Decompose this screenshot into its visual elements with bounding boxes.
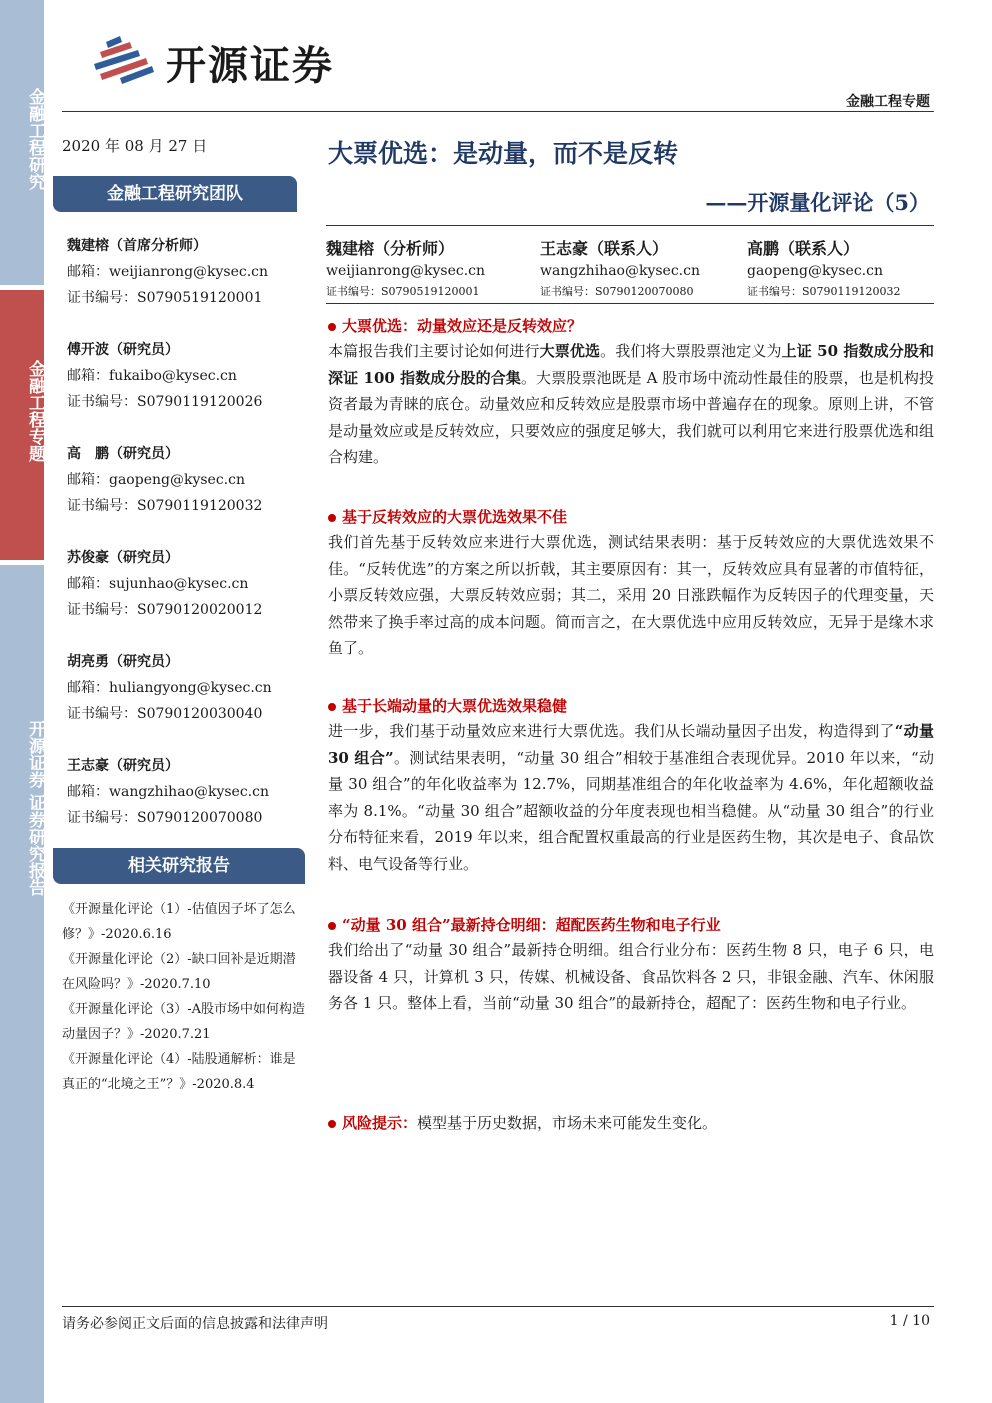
report-title: 大票优选：是动量，而不是反转 [328,139,679,168]
related-reports-list [62,897,308,1097]
bullet-icon [328,922,336,930]
team-title: 金融工程研究团队 [53,176,297,212]
author-email: wangzhihao@kysec.cn [540,263,700,279]
report-date: 2020 年 08 月 27 日 [62,137,208,155]
section-heading: 基于长端动量的大票优选效果稳健 [328,694,934,718]
section [328,1110,934,1137]
report-subtitle: ——开源量化评论（5） [705,190,930,215]
author-block [326,238,536,302]
analyst-block [67,441,262,519]
related-report-link[interactable]: 《开源量化评论（2）-缺口回补是近期潜在风险吗？》-2020.7.10 [62,952,296,992]
bullet-icon [328,1120,336,1128]
sidebar-middle-label: 金融工程专题 [25,360,45,462]
related-report-link[interactable]: 《开源量化评论（3）-A股市场中如何构造动量因子？》-2020.7.21 [62,1002,306,1042]
footer-disclaimer: 请务必参阅正文后面的信息披露和法律声明 [62,1316,328,1332]
analyst-cert: 证书编号：S0790120070080 [67,810,263,826]
section-heading: “动量 30 组合”最新持仓明细：超配医药生物和电子行业 [328,913,934,937]
analyst-cert: 证书编号：S0790120020012 [67,602,263,618]
analyst-email: 邮箱：huliangyong@kysec.cn [67,680,272,696]
author-email: gaopeng@kysec.cn [747,263,883,279]
analyst-name: 魏建榕（首席分析师） [67,238,207,254]
analyst-cert: 证书编号：S0790519120001 [67,290,263,306]
analyst-name: 傅开波（研究员） [67,342,179,358]
analyst-email: 邮箱：sujunhao@kysec.cn [67,576,249,592]
brand-mark-icon [86,30,166,90]
section-heading: 基于反转效应的大票优选效果不佳 [328,505,934,529]
author-email: weijianrong@kysec.cn [326,263,486,279]
side-bar [0,0,44,1403]
author-name: 高鹏（联系人） [747,239,860,258]
author-block [747,238,957,302]
analyst-block [67,545,262,623]
analyst-email: 邮箱：gaopeng@kysec.cn [67,472,245,488]
sidebar-top-label: 金融工程研究 [25,88,45,190]
page-number: 1 / 10 [889,1313,930,1329]
analyst-cert: 证书编号：S0790120030040 [67,706,263,722]
risk-warning: 风险提示：模型基于历史数据，市场未来可能发生变化。 [328,1110,934,1137]
analyst-email: 邮箱：wangzhihao@kysec.cn [67,784,269,800]
author-cert: 证书编号：S0790120070080 [540,285,694,298]
author-block [540,238,750,302]
related-report-link[interactable]: 《开源量化评论（4）-陆股通解析：谁是真正的“北境之王”？》-2020.8.4 [62,1052,296,1092]
analyst-email: 邮箱：fukaibo@kysec.cn [67,368,237,384]
author-name: 王志豪（联系人） [540,239,669,258]
author-cert: 证书编号：S0790119120032 [747,285,901,298]
bullet-icon [328,703,336,711]
footer-divider [62,1306,934,1307]
section-body: 我们首先基于反转效应来进行大票优选，测试结果表明：基于反转效应的大票优选效果不佳。“反转优选”的方案之所以折戟，其主要原因有：其一，反转效应具有显著的市值特征，小票反转效应强，大票反转效应弱；其二，采用 20 日涨跌幅作为反转因子的代理变量，天然带来了换手率过高的成本问题。简而言之，在大票优选中应用反转效应，无异于是缘木求鱼了。 [328,533,934,657]
authors-bottom-divider [326,303,934,304]
analyst-block [67,233,268,311]
section-body: 进一步，我们基于动量效应来进行大票优选。我们从长端动量因子出发，构造得到了“动量 30 组合”。测试结果表明，“动量 30 组合”相较于基准组合表现优异。2010 年以来，“动量 30 组合”的年化收益率为 12.7%，同期基准组合的年化收益率为 4.6%，年化超额收益率为 8.1%。“动量 30 组合”超额收益的分年度表现也相当稳健。从“动量 30 组合”的行业分布特征来看，2019 年以来，组合配置权重最高的行业是医药生物，其次是电子、食品饮料、电气设备等行业。 [328,722,934,873]
analyst-block [67,753,269,831]
analyst-name: 高 鹏（研究员） [67,446,179,462]
sidebar-bottom-block [0,565,44,1403]
section [328,913,934,1017]
analyst-name: 苏俊豪（研究员） [67,550,179,566]
analyst-email: 邮箱：weijianrong@kysec.cn [67,264,269,280]
section-heading: 风险提示： [328,1114,417,1132]
analyst-cert: 证书编号：S0790119120026 [67,394,263,410]
sidebar-bottom-label: 开源证券 证券研究报告 [25,720,45,896]
header-tag: 金融工程专题 [846,94,930,110]
section-body: 我们给出了“动量 30 组合”最新持仓明细。组合行业分布：医药生物 8 只，电子 6 只，电器设备 4 只，计算机 3 只，传媒、机械设备、食品饮料各 2 只，非银金融、汽车、休闲服务各 1 只。整体上看，当前“动量 30 组合”的最新持仓，超配了：医药生物和电子行业。 [328,941,934,1012]
author-name: 魏建榕（分析师） [326,239,455,258]
bullet-icon [328,323,336,331]
authors-top-divider [326,225,934,226]
section-heading: 大票优选：动量效应还是反转效应？ [328,314,934,338]
analyst-name: 王志豪（研究员） [67,758,179,774]
author-cert: 证书编号：S0790519120001 [326,285,480,298]
section [328,694,934,877]
analyst-block [67,649,272,727]
bullet-icon [328,514,336,522]
section-body: 本篇报告我们主要讨论如何进行大票优选。我们将大票股票池定义为上证 50 指数成分股和深证 100 指数成分股的合集。大票股票池既是 A 股市场中流动性最佳的股票，也是机构投资者最为青睐的底仓。动量效应和反转效应是股票市场中普遍存在的现象。原则上讲，不管是动量效应或是反转效应，只要效应的强度足够大，我们就可以利用它来进行股票优选和组合构建。 [328,342,934,466]
brand-name: 开源证券 [166,43,334,89]
section [328,314,934,471]
related-report-link[interactable]: 《开源量化评论（1）-估值因子坏了怎么修？》-2020.6.16 [62,902,296,942]
analyst-cert: 证书编号：S0790119120032 [67,498,263,514]
header-divider [62,111,934,112]
analyst-block [67,337,262,415]
analyst-name: 胡亮勇（研究员） [67,654,179,670]
section [328,505,934,662]
related-reports-title: 相关研究报告 [53,848,305,884]
